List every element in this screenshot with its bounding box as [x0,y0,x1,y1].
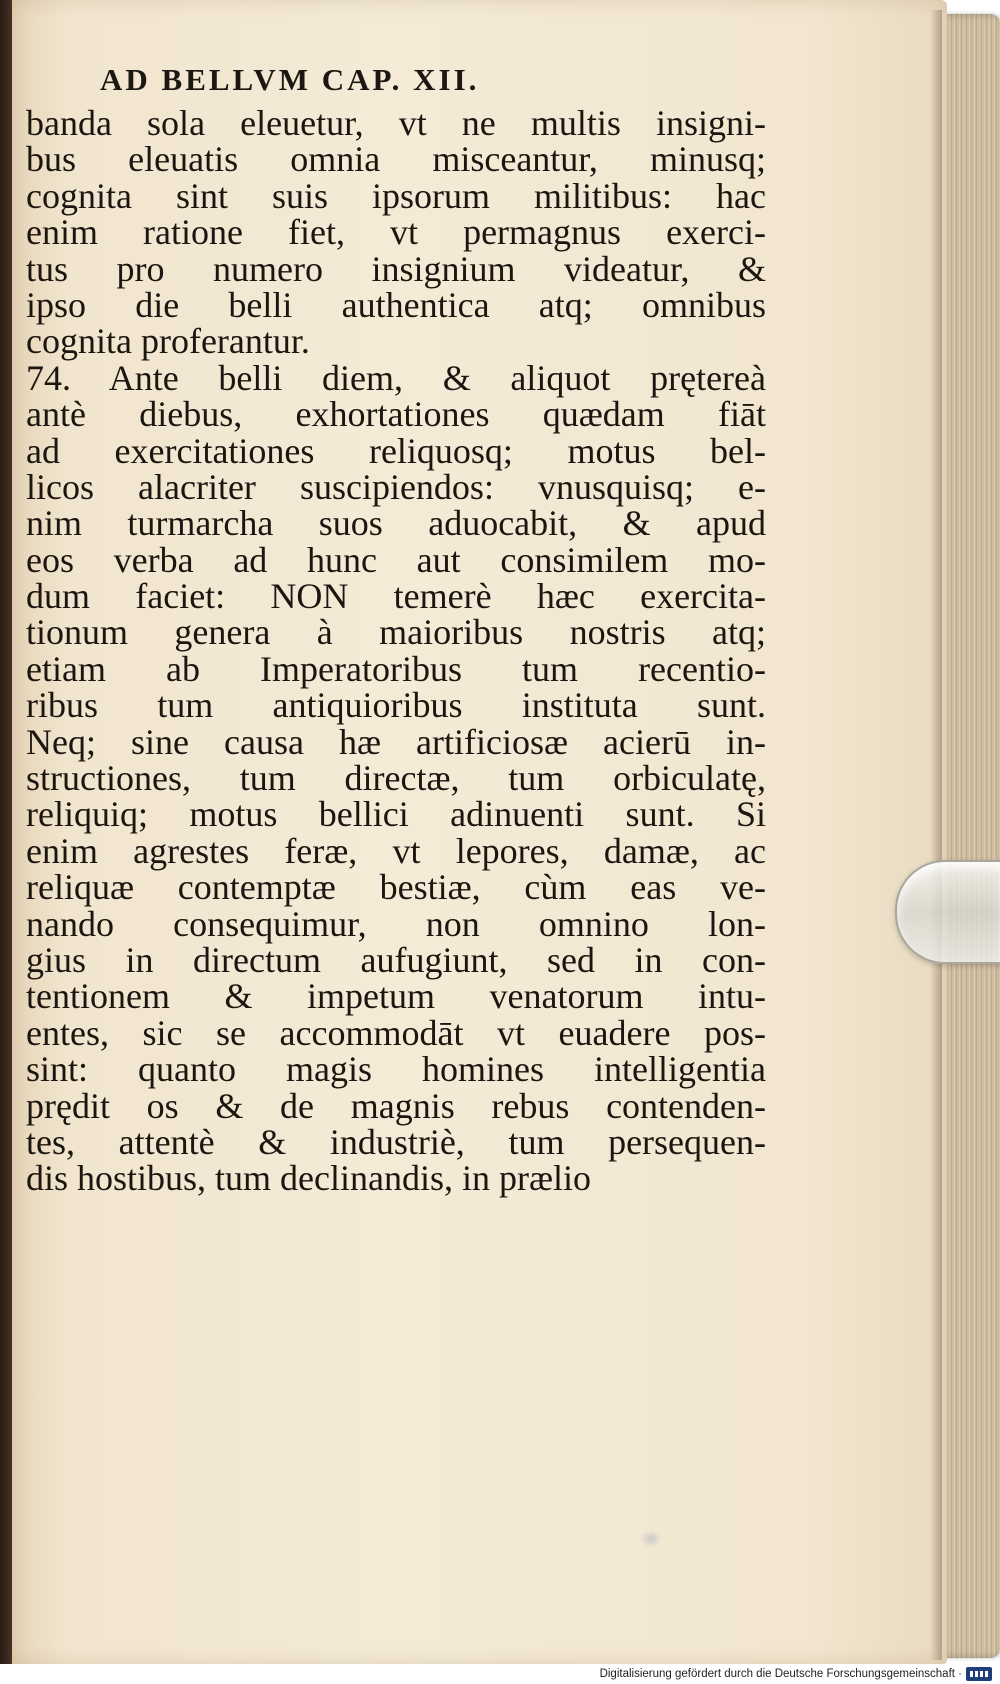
text-line: dum faciet: NON temerè hæc exercita- [26,576,766,617]
text-line: ribus tum antiquioribus instituta sunt. [26,685,766,726]
text-line: Neq; sine causa hæ artificiosæ acierū in- [26,721,766,762]
body-text [26,105,766,1197]
text-line: enim ratione fiet, vt permagnus exerci- [26,212,766,253]
text-line: licos alacriter suscipiendos: vnusquisq; e- [26,466,766,507]
text-line: tentionem & impetum venatorum intu- [26,976,766,1017]
ink-stain [640,1530,662,1548]
page-edges [938,14,1000,1658]
text-line: tionum genera à maioribus nostris atq; [26,612,766,653]
text-line: reliquæ contemptæ bestiæ, cùm eas ve- [26,867,766,908]
text-line: banda sola eleuetur, vt ne multis insigni- [26,103,766,143]
text-line: cognita sint suis ipsorum militibus: hac [26,175,766,216]
text-line: ipso die belli authentica atq; omnibus [26,284,766,325]
text-line: etiam ab Imperatoribus tum recentio- [26,648,766,689]
text-line: ad exercitationes reliquosq; motus bel- [26,430,766,471]
text-line: tes, attentè & industriè, tum persequen- [26,1121,766,1162]
page-edge-shadow [930,10,942,1660]
running-head: AD BELLVM CAP. XII. [100,62,480,97]
text-line: sint: quanto magis homines intelligentia [26,1049,766,1090]
digitization-note: Digitalisierung gefördert durch die Deutsche Forschungsgemeinschaft · [599,1668,962,1680]
text-line: cognita proferantur. [26,321,310,362]
page-clamp [895,860,1000,964]
text-line: antè diebus, exhortationes quædam fiāt [26,394,766,435]
text-line: nim turmarcha suos aduocabit, & apud [26,503,766,544]
text-line: nando consequimur, non omnino lon- [26,903,766,944]
text-line: 74. Ante belli diem, & aliquot prętereà [26,357,766,398]
text-line: eos verba ad hunc aut consimilem mo- [26,539,766,580]
text-line: dis hostibus, tum declinandis, in prælio [26,1158,591,1199]
text-line: tus pro numero insignium videatur, & [26,248,766,289]
text-line: entes, sic se accommodāt vt euadere pos- [26,1012,766,1053]
text-line: gius in directum aufugiunt, sed in con- [26,939,766,980]
text-line: enim agrestes feræ, vt lepores, damæ, ac [26,830,766,871]
dfg-logo-icon [966,1667,992,1681]
text-line: prędit os & de magnis rebus contenden- [26,1085,766,1126]
text-line: reliquiq; motus bellici adinuenti sunt. Si [26,794,766,835]
text-line: bus eleuatis omnia misceantur, minusq; [26,139,766,180]
text-line: structiones, tum directæ, tum orbiculatę, [26,758,766,799]
